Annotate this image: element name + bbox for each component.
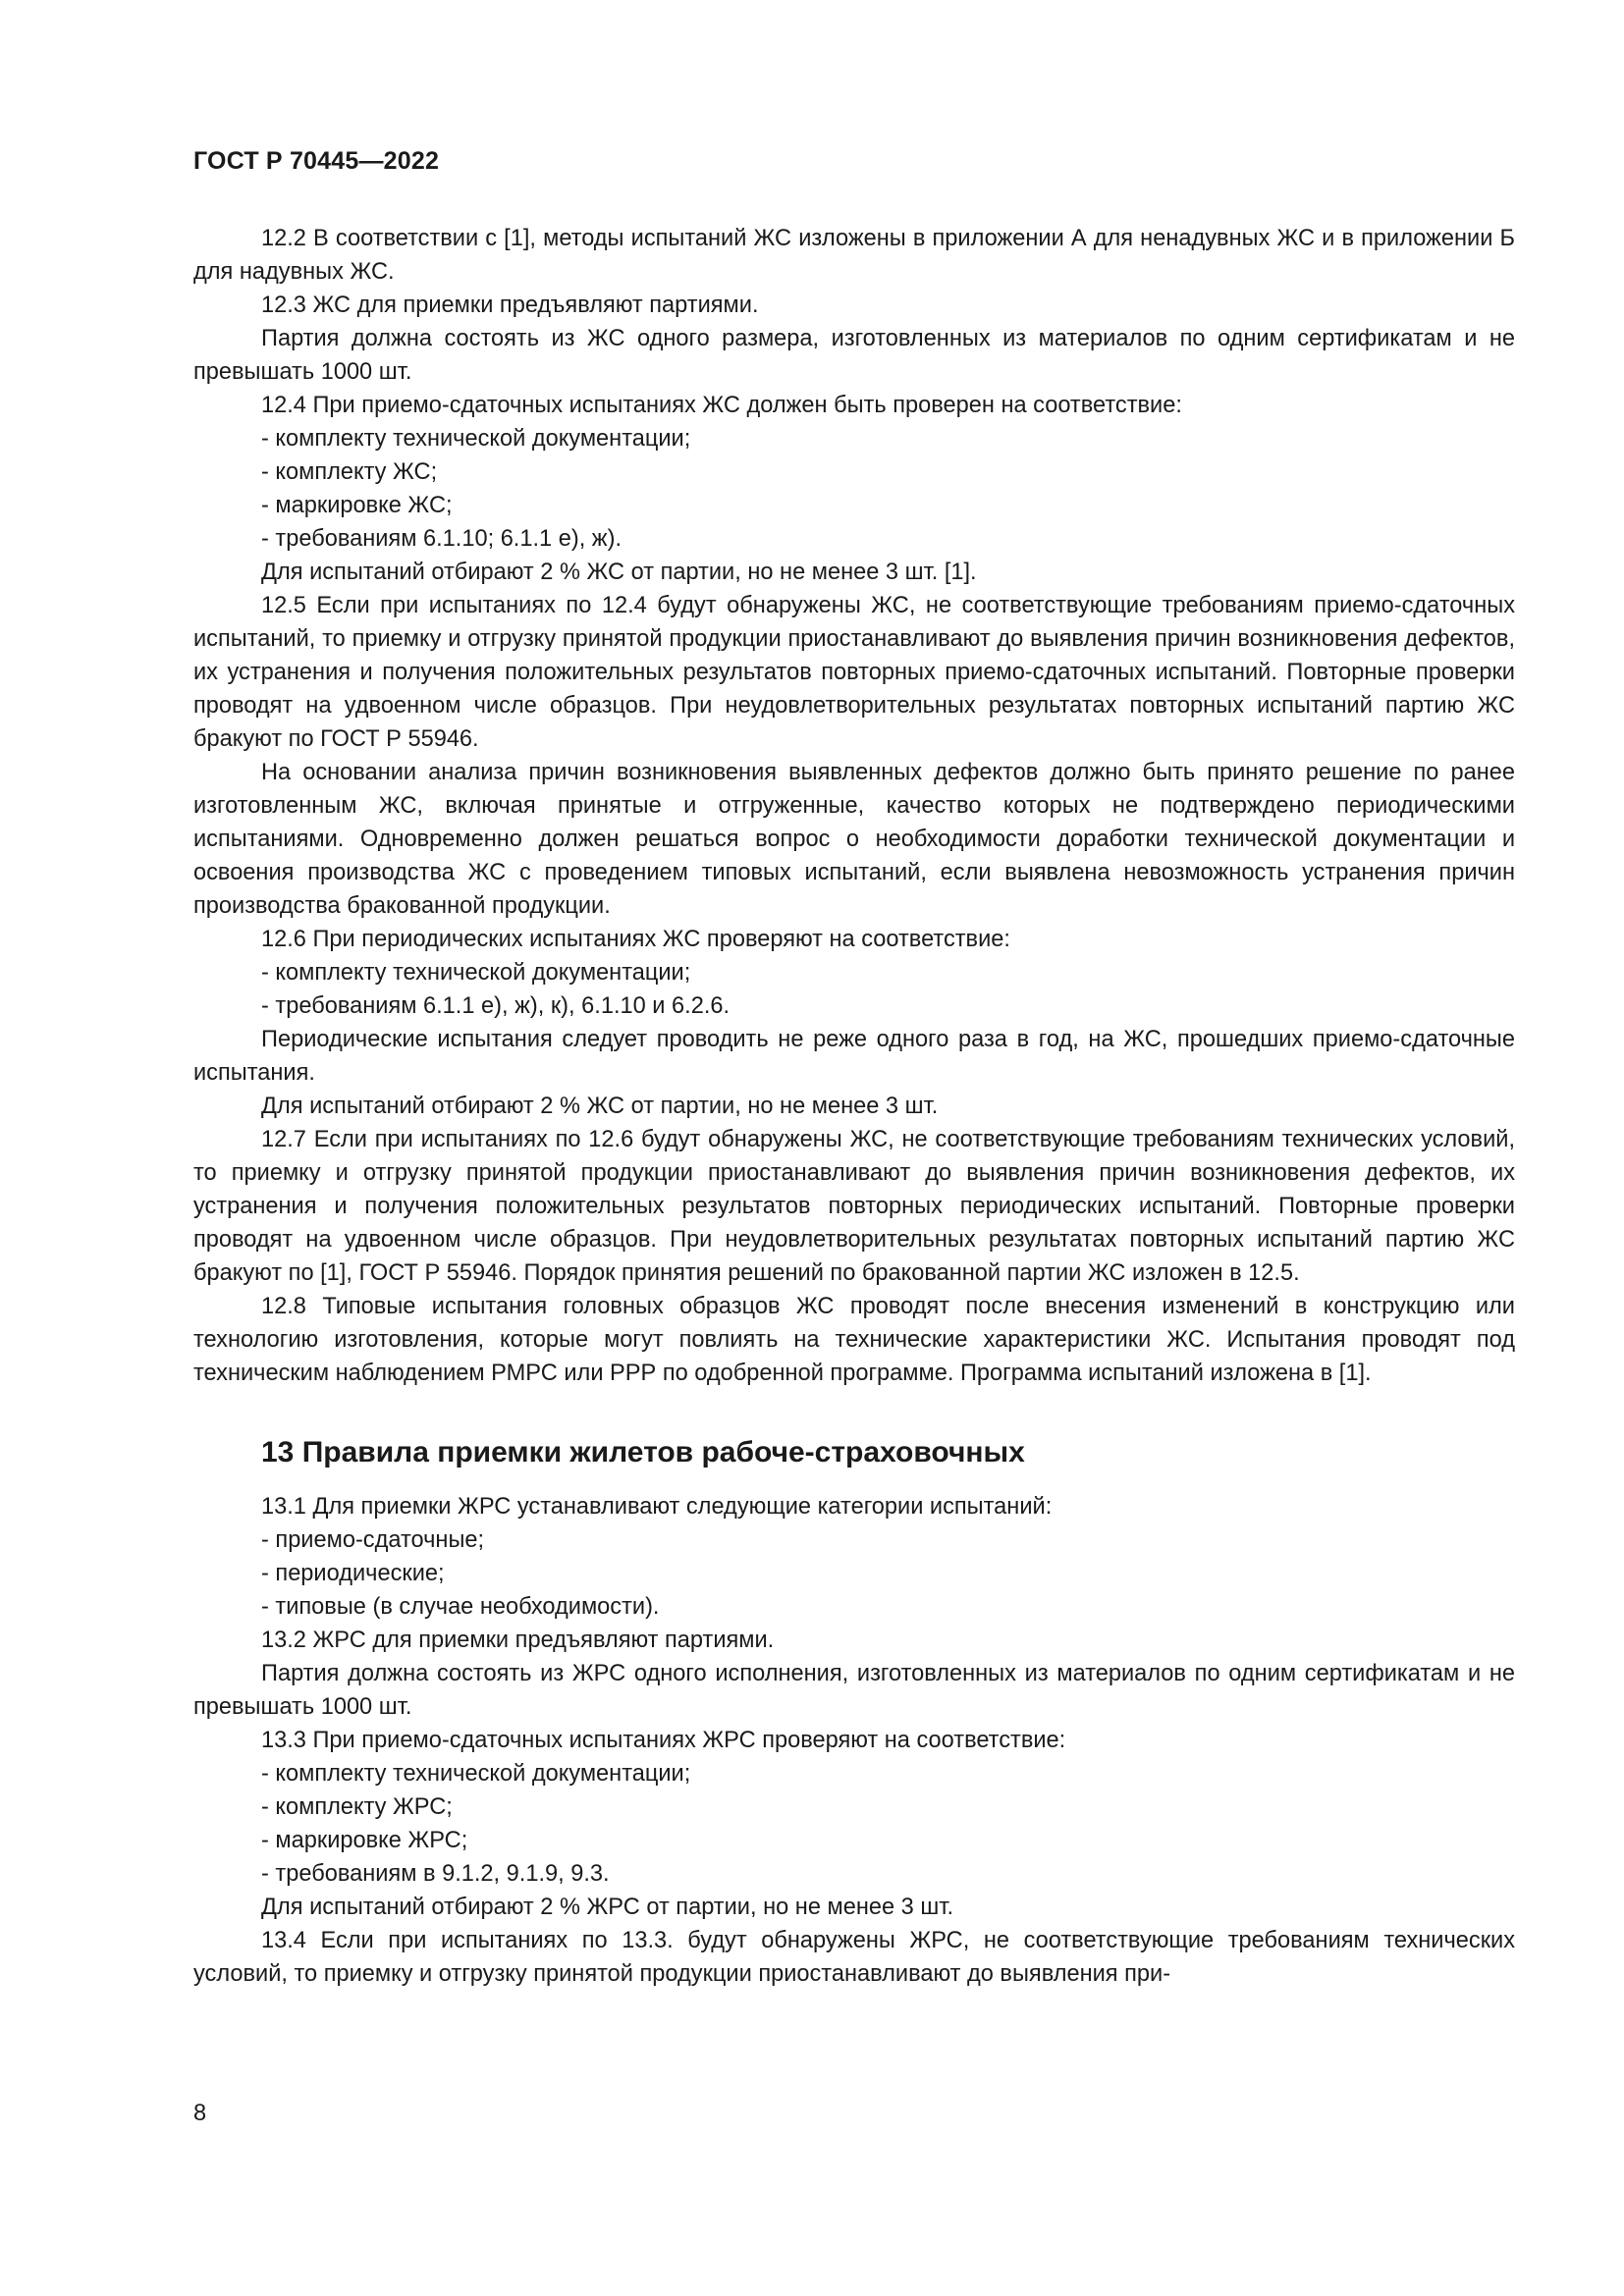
page-number: 8 xyxy=(193,2101,207,2126)
paragraph: Партия должна состоять из ЖС одного размера, изготовленных из материалов по одним сертификатам и не превышать 1000 шт. xyxy=(193,326,1515,385)
paragraph: Для испытаний отбирают 2 % ЖС от партии, но не менее 3 шт. xyxy=(261,1094,939,1119)
list-item: - маркировке ЖРС; xyxy=(261,1828,468,1853)
document-body xyxy=(193,222,1515,1991)
paragraph: 12.2 В соответствии с [1], методы испытаний ЖС изложены в приложении А для ненадувных ЖС и в приложении Б для надувных ЖС. xyxy=(193,226,1515,285)
paragraph: Партия должна состоять из ЖРС одного исполнения, изготовленных из материалов по одним сертификатам и не превышать 1000 шт. xyxy=(193,1661,1515,1720)
document-code-header: ГОСТ Р 70445—2022 xyxy=(193,147,440,175)
paragraph: 13.1 Для приемки ЖРС устанавливают следующие категории испытаний: xyxy=(261,1494,1053,1520)
list-item: - комплекту технической документации; xyxy=(261,960,691,986)
list-item: - приемо-сдаточные; xyxy=(261,1527,485,1553)
paragraph: 12.4 При приемо-сдаточных испытаниях ЖС должен быть проверен на соответствие: xyxy=(261,393,1182,418)
paragraph: 12.6 При периодических испытаниях ЖС проверяют на соответствие: xyxy=(261,927,1010,952)
paragraph: 13.4 Если при испытаниях по 13.3. будут обнаружены ЖРС, не соответствующие требованиям технических условий, то приемку и отгрузку принятой продукции приостанавливают до выявления при- xyxy=(193,1928,1515,1987)
paragraph: Для испытаний отбирают 2 % ЖС от партии, но не менее 3 шт. [1]. xyxy=(261,560,977,585)
list-item: - маркировке ЖС; xyxy=(261,493,453,518)
paragraph: 13.3 При приемо-сдаточных испытаниях ЖРС проверяют на соответствие: xyxy=(261,1728,1066,1753)
list-item: - комплекту технической документации; xyxy=(261,426,691,452)
paragraph: Периодические испытания следует проводить не реже одного раза в год, на ЖС, прошедших приемо-сдаточные испытания. xyxy=(193,1027,1515,1086)
paragraph: На основании анализа причин возникновения выявленных дефектов должно быть принято решение по ранее изготовленным ЖС, включая принятые и отгруженные, качество которых не подтверждено периодическими испытаниями. Одновременно должен решаться вопрос о необходимости доработки технической документации и освоения производства ЖС с проведением типовых испытаний, если выявлена невозможность устранения причин производства бракованной продукции. xyxy=(193,760,1515,919)
list-item: - требованиям 6.1.1 е), ж), к), 6.1.10 и 6.2.6. xyxy=(261,993,731,1019)
list-item: - комплекту технической документации; xyxy=(261,1761,691,1787)
paragraph: 13.2 ЖРС для приемки предъявляют партиями. xyxy=(261,1628,775,1653)
paragraph: 12.5 Если при испытаниях по 12.4 будут обнаружены ЖС, не соответствующие требованиям приемо-сдаточных испытаний, то приемку и отгрузку принятой продукции приостанавливают до выявления причин возникновения дефектов, их устранения и получения положительных результатов повторных приемо-сдаточных испытаний. Повторные проверки проводят на удвоенном числе образцов. При неудовлетворительных результатах повторных испытаний партию ЖС бракуют по ГОСТ Р 55946. xyxy=(193,593,1515,752)
paragraph: Для испытаний отбирают 2 % ЖРС от партии, но не менее 3 шт. xyxy=(261,1895,954,1920)
list-item: - требованиям в 9.1.2, 9.1.9, 9.3. xyxy=(261,1861,610,1887)
list-item: - комплекту ЖРС; xyxy=(261,1794,453,1820)
paragraph: 12.7 Если при испытаниях по 12.6 будут обнаружены ЖС, не соответствующие требованиям технических условий, то приемку и отгрузку принятой продукции приостанавливают до выявления причин возникновения дефектов, их устранения и получения положительных результатов повторных периодических испытаний. Повторные проверки проводят на удвоенном числе образцов. При неудовлетворительных результатах повторных испытаний партию ЖС бракуют по [1], ГОСТ Р 55946. Порядок принятия решений по бракованной партии ЖС изложен в 12.5. xyxy=(193,1127,1515,1286)
list-item: - комплекту ЖС; xyxy=(261,459,438,485)
paragraph: 12.3 ЖС для приемки предъявляют партиями. xyxy=(261,293,759,318)
list-item: - периодические; xyxy=(261,1561,445,1586)
section-heading: 13 Правила приемки жилетов рабоче-страховочных xyxy=(261,1436,1025,1468)
list-item: - требованиям 6.1.10; 6.1.1 е), ж). xyxy=(261,526,623,552)
list-item: - типовые (в случае необходимости). xyxy=(261,1594,660,1620)
paragraph: 12.8 Типовые испытания головных образцов ЖС проводят после внесения изменений в конструкцию или технологию изготовления, которые могут повлиять на технические характеристики ЖС. Испытания проводят под техническим наблюдением РМРС или РРР по одобренной программе. Программа испытаний изложена в [1]. xyxy=(193,1294,1515,1386)
